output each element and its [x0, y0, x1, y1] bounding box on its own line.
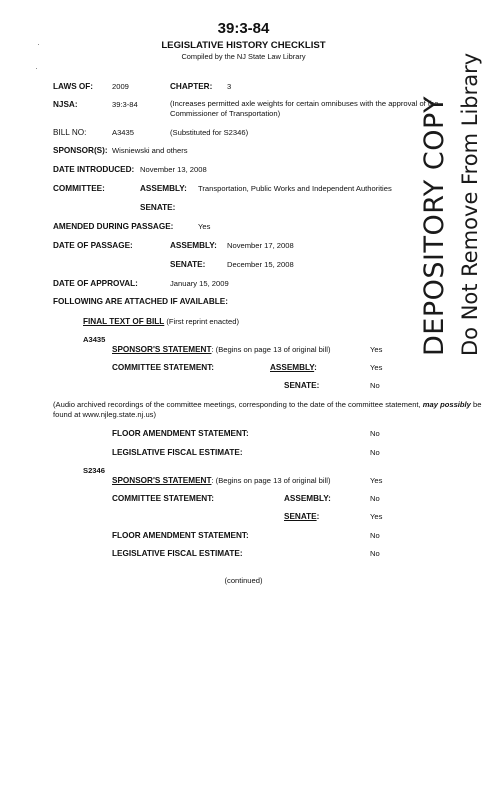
document-subtitle: Compiled by the NJ State Law Library: [181, 52, 306, 61]
date-of-approval-label: DATE OF APPROVAL:: [53, 279, 138, 288]
a3435-assembly-label: ASSEMBLY: [270, 363, 315, 372]
passage-assembly-value: November 17, 2008: [227, 241, 294, 250]
bill-no-value: A3435: [112, 128, 134, 137]
passage-senate-label: SENATE:: [170, 260, 206, 269]
a3435-sponsor-statement-value: Yes: [370, 345, 383, 354]
laws-of-label: LAWS OF:: [53, 82, 94, 91]
date-of-passage-label: DATE OF PASSAGE:: [53, 241, 133, 250]
passage-senate-value: December 15, 2008: [227, 260, 294, 269]
chapter-label: CHAPTER:: [170, 82, 213, 91]
audio-archive-note: [53, 400, 485, 420]
a3435-sponsor-statement-label: SPONSOR'S STATEMENT: [112, 345, 212, 354]
a3435-assembly-colon: :: [314, 363, 317, 372]
law-number: 39:3-84: [217, 20, 270, 37]
s2346-senate-value: Yes: [370, 512, 383, 521]
a3435-sponsor-statement-note: : (Begins on page 13 of original bill): [211, 345, 331, 354]
a3435-committee-statement-label: COMMITTEE STATEMENT:: [112, 363, 215, 372]
s2346-senate-label: SENATE: [284, 512, 317, 521]
njsa-description: (Increases permitted axle weights for certain omnibuses with the approval of the Commissioner of Transportation): [170, 99, 439, 118]
s2346-floor-amendment-label: FLOOR AMENDMENT STATEMENT:: [112, 531, 249, 540]
committee-label: COMMITTEE:: [53, 184, 105, 193]
bill-no-label: BILL NO:: [53, 128, 87, 137]
a3435-floor-amendment-value: No: [370, 429, 380, 438]
s2346-committee-statement-label: COMMITTEE STATEMENT:: [112, 494, 215, 503]
audio-note-text-end: be found at www.njleg.state.nj.us): [53, 400, 482, 419]
s2346-sponsor-statement-note: : (Begins on page 13 of original bill): [211, 476, 331, 485]
attached-heading: FOLLOWING ARE ATTACHED IF AVAILABLE:: [53, 297, 228, 306]
bill-no-note: (Substituted for S2346): [170, 128, 249, 137]
committee-assembly-label: ASSEMBLY:: [140, 184, 187, 193]
a3435-senate-label: SENATE:: [284, 381, 320, 390]
s2346-sponsor-statement-value: Yes: [370, 476, 383, 485]
scan-speck: [36, 68, 37, 69]
amended-value: Yes: [198, 222, 211, 231]
committee-assembly-value: Transportation, Public Works and Independent Authorities: [198, 184, 392, 193]
a3435-fiscal-estimate-value: No: [370, 448, 380, 457]
stamp-line-do-not-remove: Do Not Remove From Library: [458, 52, 482, 356]
s2346-sponsor-statement-label: SPONSOR'S STATEMENT: [112, 476, 212, 485]
depository-stamp: [419, 52, 482, 356]
date-introduced-label: DATE INTRODUCED:: [53, 165, 135, 174]
a3435-fiscal-estimate-label: LEGISLATIVE FISCAL ESTIMATE:: [112, 448, 243, 457]
s2346-fiscal-estimate-label: LEGISLATIVE FISCAL ESTIMATE:: [112, 549, 243, 558]
date-introduced-value: November 13, 2008: [140, 165, 207, 174]
s2346-bill-label: S2346: [83, 466, 105, 475]
laws-of-value: 2009: [112, 82, 129, 91]
s2346-assembly-value: No: [370, 494, 380, 503]
audio-note-emphasis: may possibly: [422, 400, 471, 409]
committee-senate-label: SENATE:: [140, 203, 176, 212]
s2346-senate-colon: :: [316, 512, 320, 521]
date-of-approval-value: January 15, 2009: [170, 279, 229, 288]
a3435-assembly-value: Yes: [370, 363, 383, 372]
continued-note: (continued): [224, 576, 263, 585]
njsa-label: NJSA:: [53, 100, 78, 109]
stamp-line-depository-copy: DEPOSITORY COPY: [419, 95, 450, 356]
s2346-fiscal-estimate-value: No: [370, 549, 380, 558]
a3435-floor-amendment-label: FLOOR AMENDMENT STATEMENT:: [112, 429, 249, 438]
njsa-value: 39:3-84: [112, 100, 138, 109]
sponsors-value: Wisniewski and others: [112, 146, 188, 155]
sponsors-label: SPONSOR(S):: [53, 146, 108, 155]
a3435-senate-value: No: [370, 381, 380, 390]
a3435-bill-label: A3435: [83, 335, 106, 344]
amended-label: AMENDED DURING PASSAGE:: [53, 222, 174, 231]
s2346-assembly-label: ASSEMBLY:: [284, 494, 331, 503]
audio-note-text-start: (Audio archived recordings of the committee meetings, corresponding to the date of the committee statement,: [53, 400, 423, 409]
document-title: LEGISLATIVE HISTORY CHECKLIST: [161, 40, 326, 51]
s2346-floor-amendment-value: No: [370, 531, 380, 540]
final-text-note: (First reprint enacted): [166, 317, 239, 326]
chapter-value: 3: [227, 82, 232, 91]
passage-assembly-label: ASSEMBLY:: [170, 241, 217, 250]
final-text-label: FINAL TEXT OF BILL: [83, 317, 165, 326]
